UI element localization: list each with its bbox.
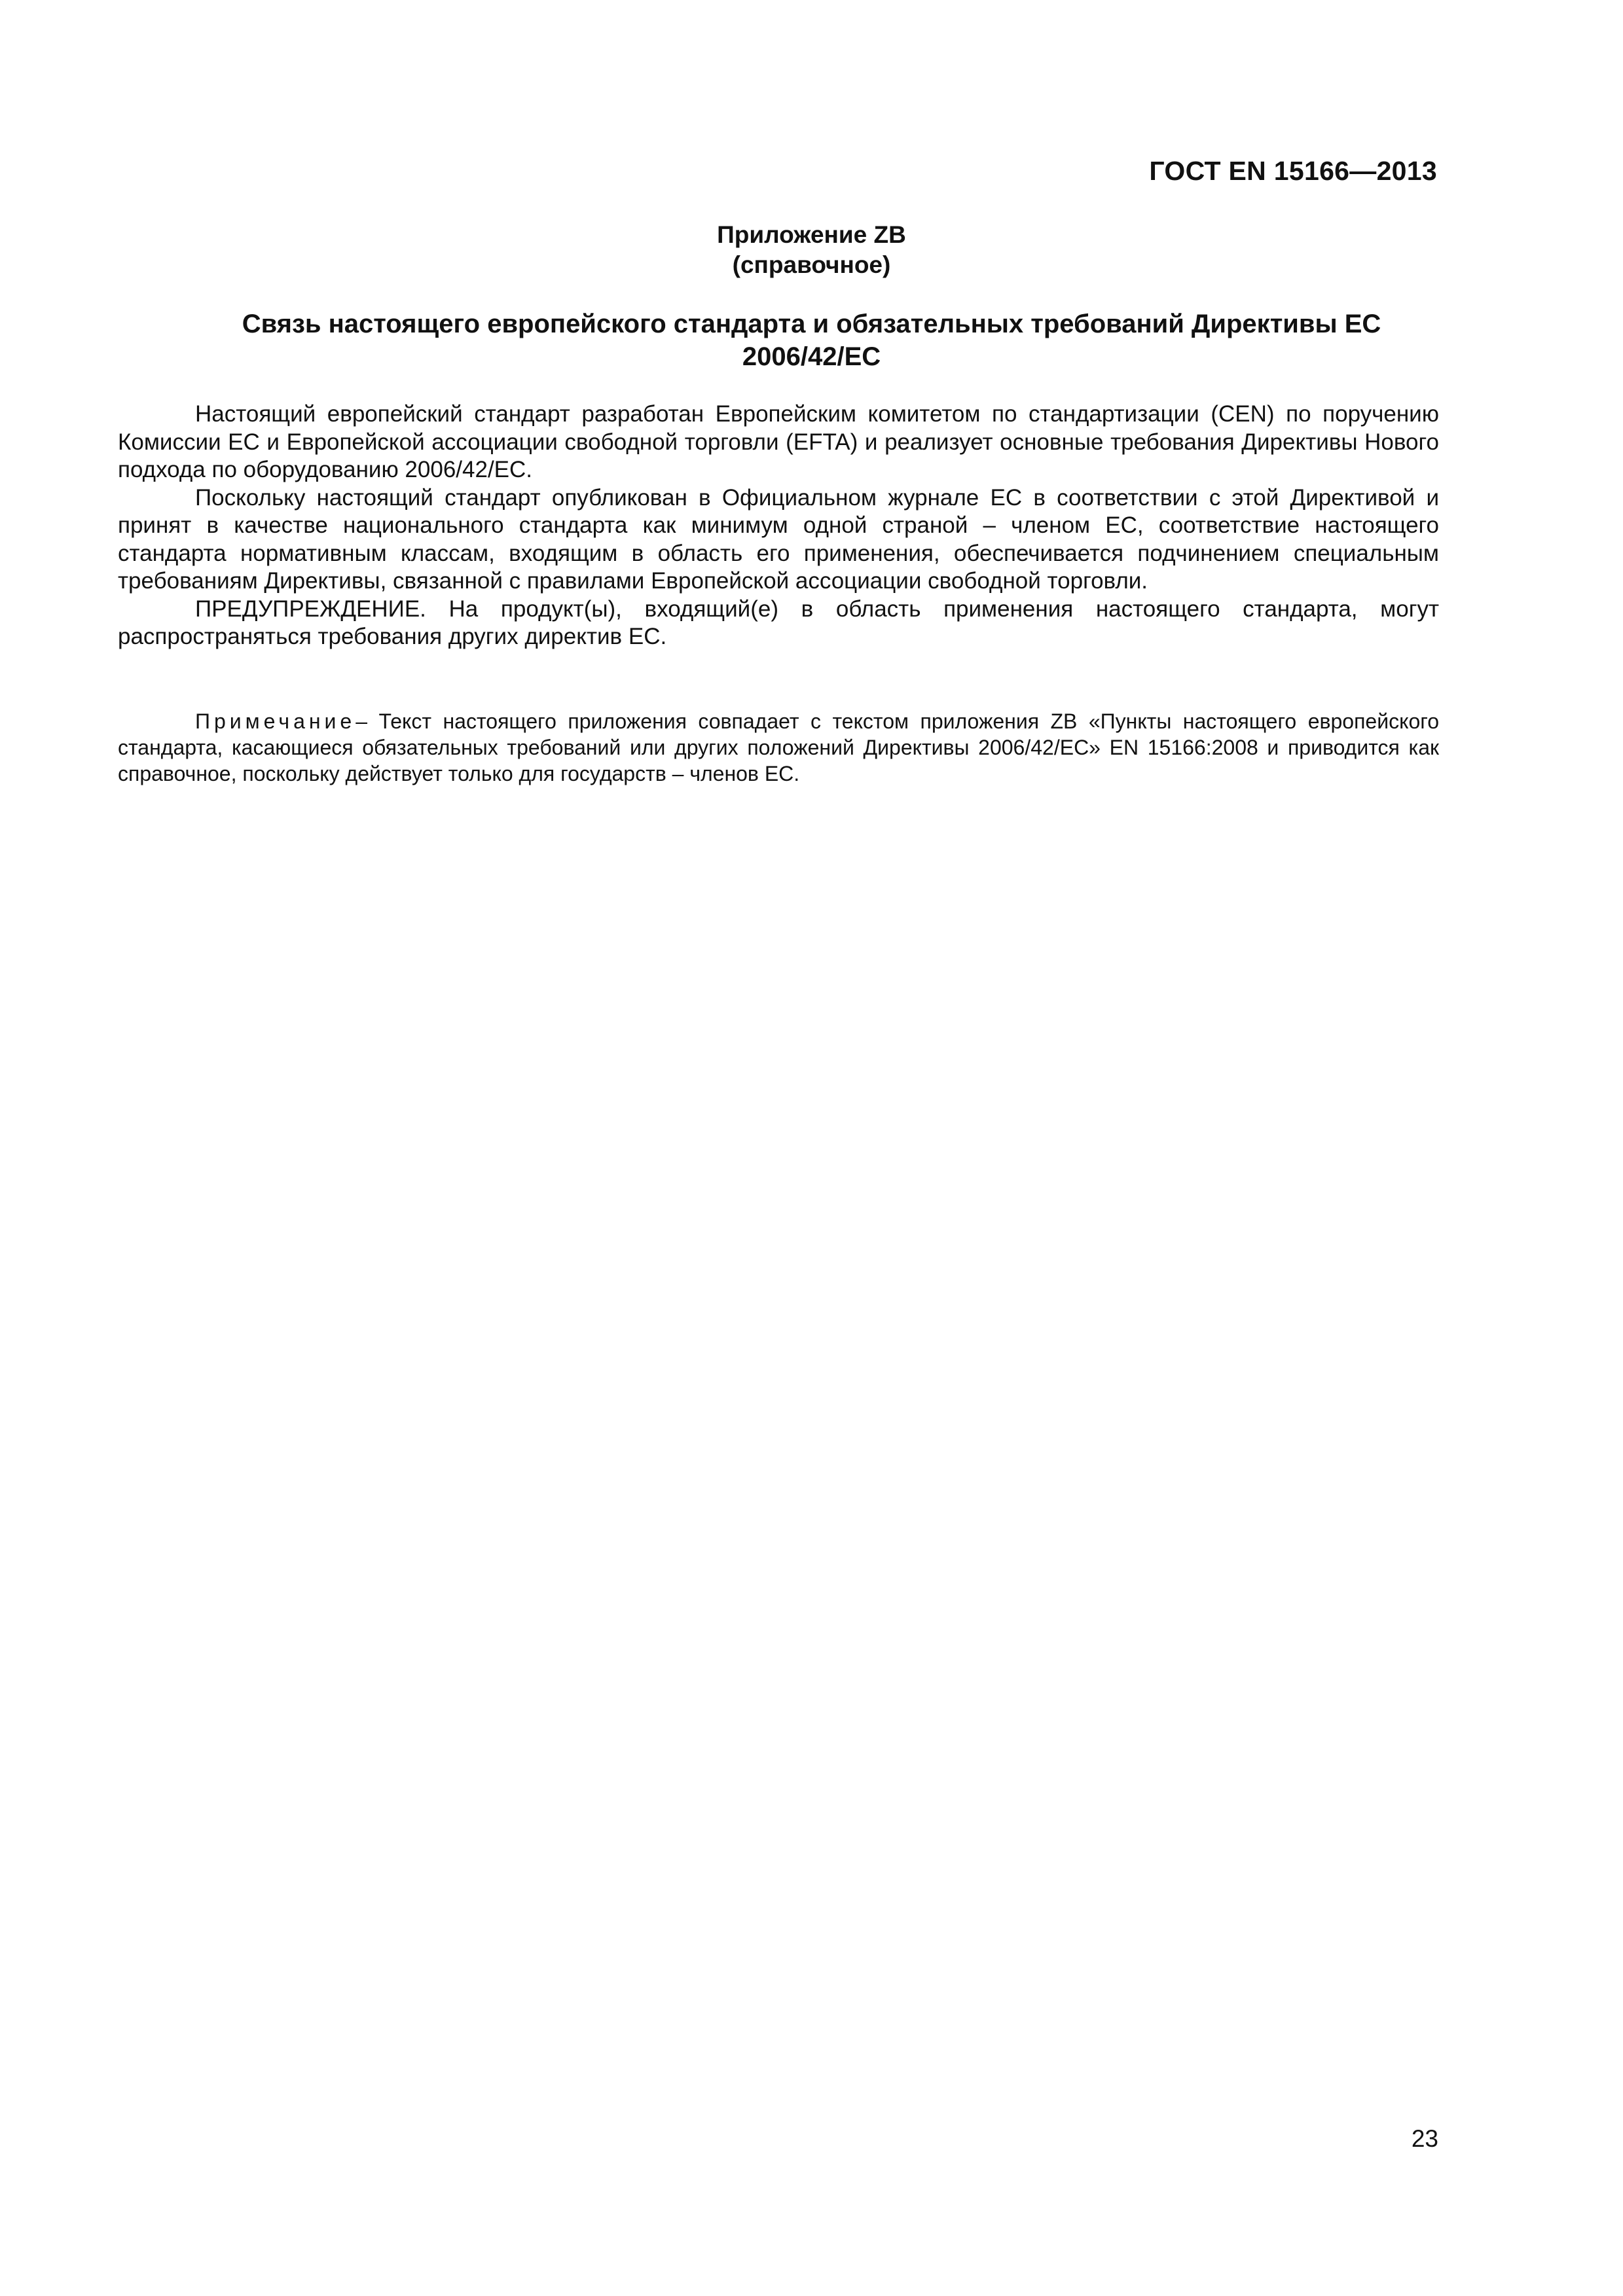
annex-label: Приложение ZB: [717, 221, 906, 248]
section-title-line-1: Связь настоящего европейского стандарта и обязательных требований Директивы ЕС: [242, 310, 1381, 338]
annex-status: (справочное): [732, 251, 891, 278]
paragraph-3: ПРЕДУПРЕЖДЕНИЕ. На продукт(ы), входящий(е) в область применения настоящего стандарта, могут распространяться требования других директив ЕС.: [118, 596, 1439, 649]
paragraph-1: Настоящий европейский стандарт разработан Европейским комитетом по стандартизации (CEN) по поручению Комиссии ЕС и Европейской ассоциации свободной торговли (EFTA) и реализует основные требования Директивы Нового подхода по оборудованию 2006/42/ЕС.: [118, 401, 1439, 482]
annex-heading: [0, 220, 1623, 280]
note: [118, 708, 1439, 787]
note-label: Примечание: [195, 709, 356, 733]
page-number: 23: [1411, 2125, 1438, 2152]
note-text: – Текст настоящего приложения совпадает с текстом приложения ZB «Пункты настоящего европейского стандарта, касающиеся обязательных требований или других положений Директивы 2006/42/ЕС» EN 15166:2008 и приводится как справочное, поскольку действует только для государств – членов ЕС.: [118, 709, 1439, 785]
section-title: [157, 308, 1466, 373]
document-code: ГОСТ EN 15166—2013: [1149, 156, 1437, 186]
note-paragraph: [118, 708, 1439, 787]
body-text: [118, 401, 1439, 651]
paragraph-2: Поскольку настоящий стандарт опубликован в Официальном журнале ЕС в соответствии с этой Директивой и принят в качестве национального стандарта как минимум одной страной – членом ЕС, соответствие настоящего стандарта нормативным классам, входящим в область его применения, обеспечивается подчинением специальным требованиям Директивы, связанной с правилами Европейской ассоциации свободной торговли.: [118, 484, 1439, 594]
section-title-line-2: 2006/42/ЕС: [742, 342, 881, 371]
